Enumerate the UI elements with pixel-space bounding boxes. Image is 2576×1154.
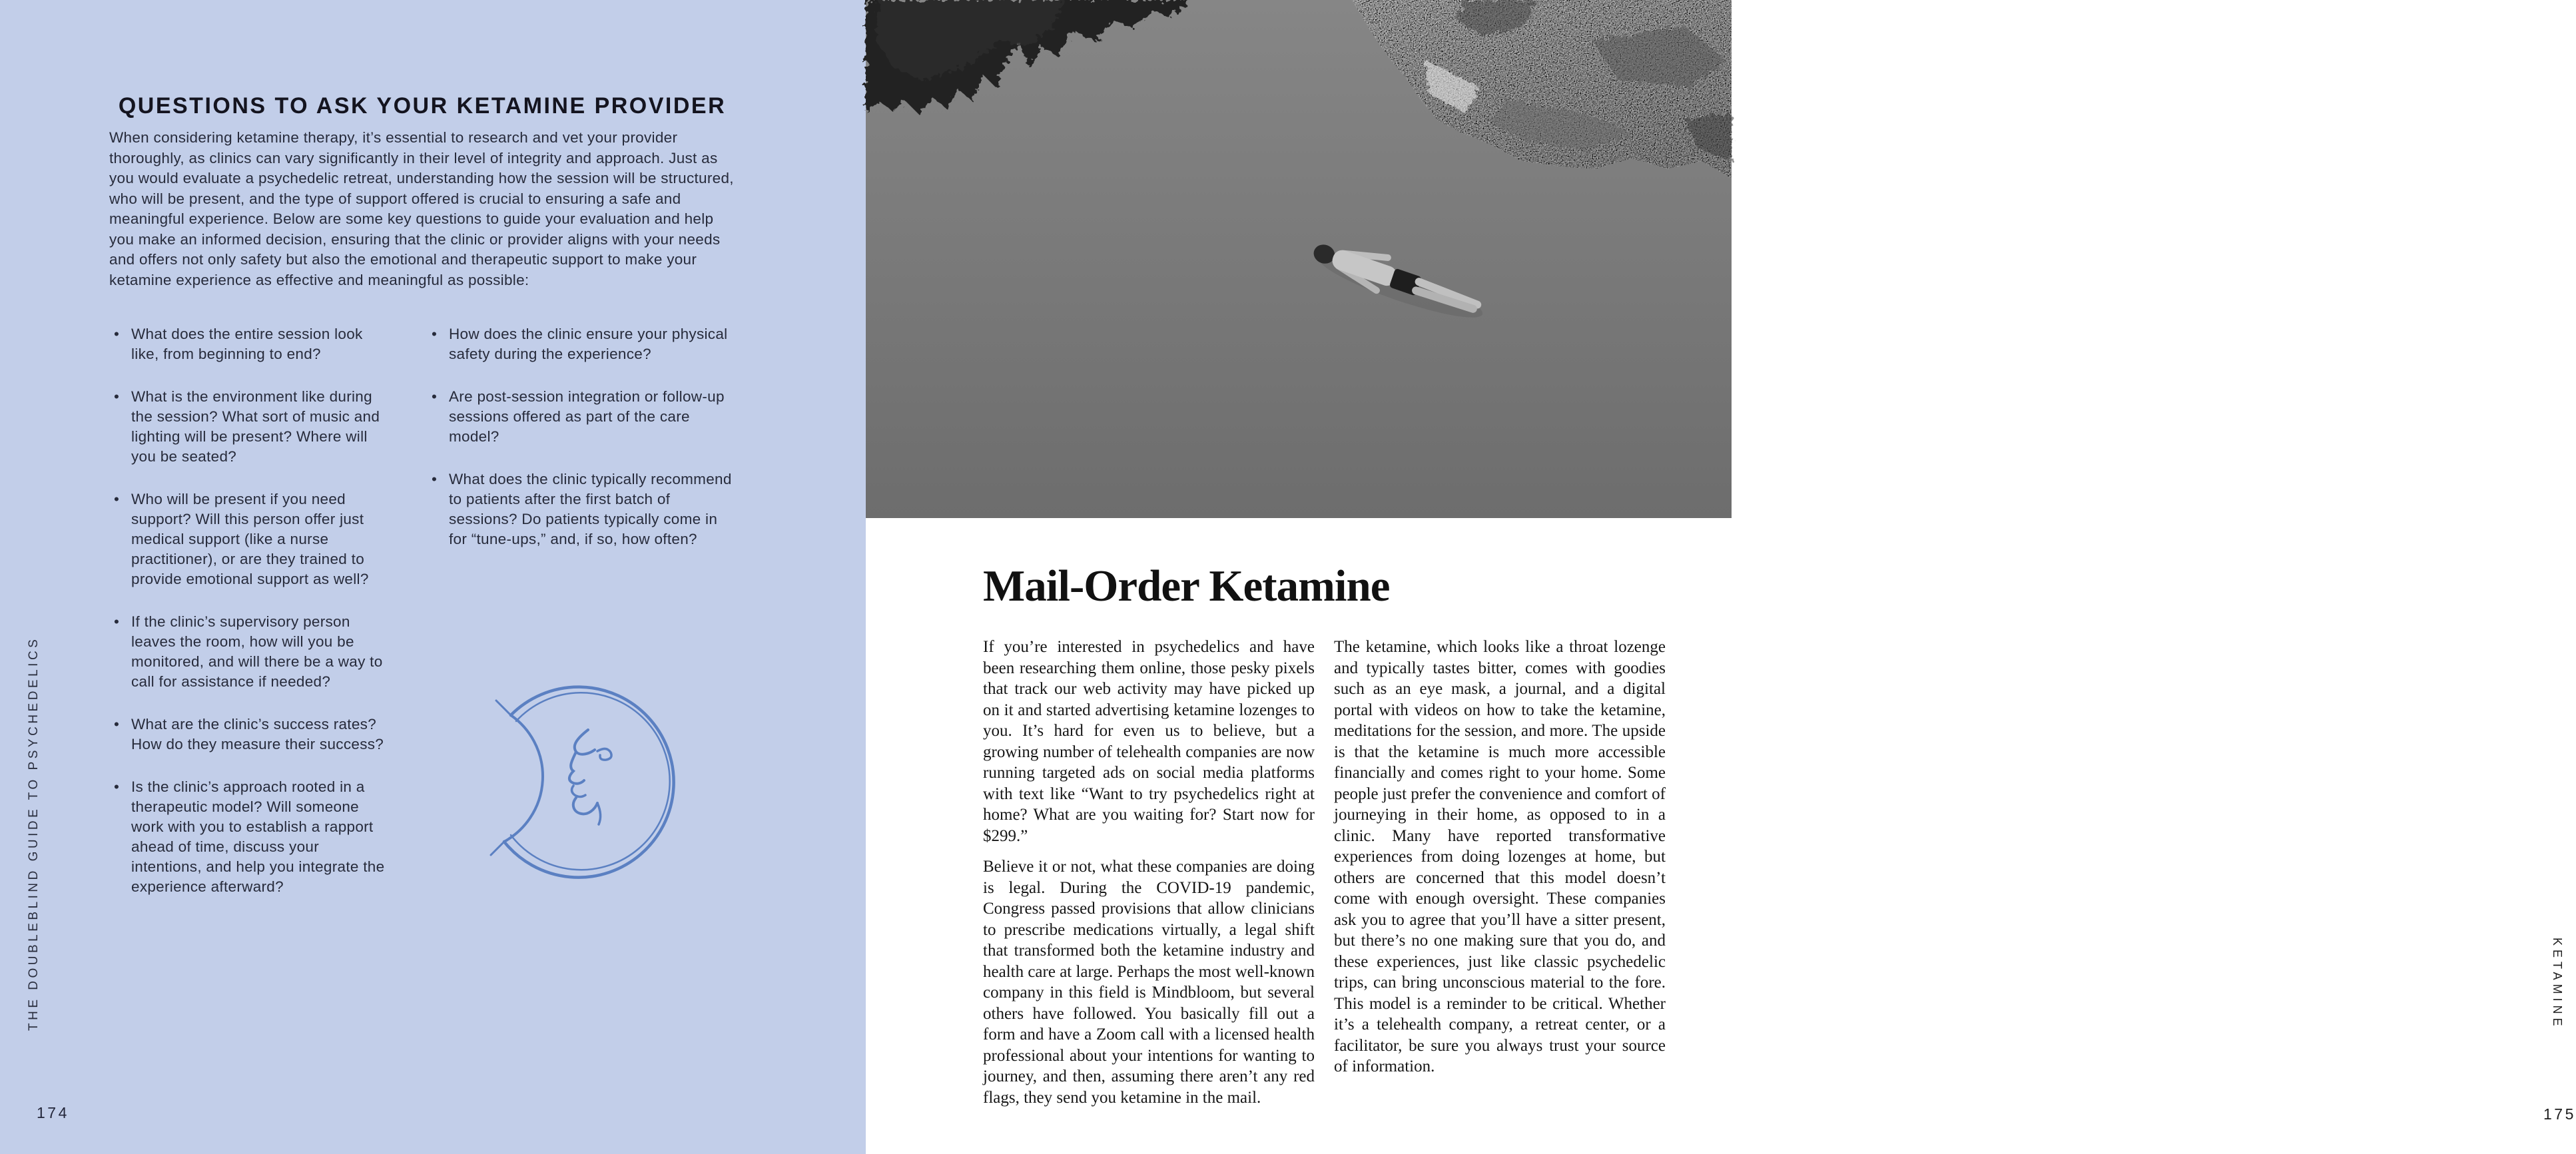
body-column-1 xyxy=(983,637,1315,1118)
questions-column-1 xyxy=(114,324,392,920)
question-text: Who will be present if you need support? Will this person offer just medical support (like a nurse practitioner), or are they trained to provide emotional support as well? xyxy=(131,491,369,587)
list-item xyxy=(114,715,392,754)
left-page xyxy=(0,0,866,1154)
left-page-intro-paragraph: When considering ketamine therapy, it’s essential to research and vet your provider thoroughly, as clinics can vary significantly in their level of integrity and approach. Just as you would evaluate a psychedelic retreat, understanding how the session will be structured, who will be present, and the type of support offered is crucial to ensuring a safe and meaningful experience. Below are some key questions to guide your evaluation and help you make an informed decision, ensuring that the clinic or provider aligns with your needs and offers not only safety but also the emotional and therapeutic support to make your ketamine experience as effective and meaningful as possible: xyxy=(109,129,734,288)
list-item xyxy=(114,777,392,897)
bullet-icon: • xyxy=(114,326,120,342)
right-page-number: 175 xyxy=(2543,1105,2576,1123)
bullet-icon: • xyxy=(114,491,120,507)
list-item xyxy=(432,469,737,549)
question-text: How does the clinic ensure your physical safety during the experience? xyxy=(449,326,728,362)
paragraph: Believe it or not, what these companies are doing is legal. During the COVID-19 pandemic, Congress passed provisions that allow clinicians to prescribe medications virtually, a legal shift that transformed both the ketamine industry and health care at large. Perhaps the most well-known company in this field is Mindbloom, but several others have followed. You basically fill out a form and have a Zoom call with a licensed health professional about your intentions for wanting to journey, and then, assuming there aren’t any red flags, they send you ketamine in the mail. xyxy=(983,858,1315,1107)
floating-person-photo xyxy=(866,0,1732,518)
question-text: What does the clinic typically recommend to patients after the first batch of sessions? Do patients typically come in for “tune-ups,” and, if so, how often? xyxy=(449,471,732,547)
bullet-icon: • xyxy=(432,471,438,487)
crescent-moon-icon xyxy=(476,666,676,892)
body-column-2 xyxy=(1334,637,1666,1087)
right-page xyxy=(866,0,2576,1154)
spine-title: THE DOUBLEBLIND GUIDE TO PSYCHEDELICS xyxy=(27,636,41,1031)
article-title: Mail-Order Ketamine xyxy=(983,561,1390,611)
question-text: What does the entire session look like, from beginning to end? xyxy=(131,326,363,362)
list-item xyxy=(114,489,392,589)
list-item xyxy=(114,387,392,467)
paragraph: If you’re interested in psychedelics and have been researching them online, those pesky pixels that track our web activity may have picked up on it and started advertising ketamine lozenges to you. It’s hard for even us to believe, but a growing number of telehealth companies are now running targeted ads on social media platforms with text like “Want to try psychedelics right at home? What are you waiting for? Start now for $299.” xyxy=(983,638,1315,845)
questions-column-2 xyxy=(432,324,737,572)
list-item xyxy=(114,324,392,364)
question-text: If the clinic’s supervisory person leaves the room, how will you be monitored, and will there be a way to call for assistance if needed? xyxy=(131,613,383,690)
question-text: What are the clinic’s success rates? How do they measure their success? xyxy=(131,716,384,752)
bullet-icon: • xyxy=(114,613,120,630)
list-item xyxy=(114,612,392,692)
bullet-icon: • xyxy=(432,326,438,342)
bullet-icon: • xyxy=(114,388,120,405)
bullet-icon: • xyxy=(114,778,120,795)
question-text: Are post-session integration or follow-up sessions offered as part of the care model? xyxy=(449,388,725,445)
list-item xyxy=(432,324,737,364)
left-page-number: 174 xyxy=(37,1104,69,1121)
left-page-heading: QUESTIONS TO ASK YOUR KETAMINE PROVIDER xyxy=(118,93,727,119)
bullet-icon: • xyxy=(432,388,438,405)
chapter-label: KETAMINE xyxy=(2551,938,2564,1030)
bullet-icon: • xyxy=(114,716,120,732)
paragraph: The ketamine, which looks like a throat lozenge and typically tastes bitter, comes with goodies such as an eye mask, a journal, and a digital portal with videos on how to take the ketamine, meditations for the session, and more. The upside is that the ketamine is much more accessible financially and comes right to your home. Some people just prefer the convenience and comfort of journeying in their home, as opposed to in a clinic. Many have reported transformative experiences from doing lozenges at home, but others are concerned that this model doesn’t come with enough oversight. These companies ask you to agree that you’ll have a sitter present, but there’s no one making sure that you do, and these experiences, just like classic psychedelic trips, can bring unconscious material to the fore. This model is a reminder to be critical. Whether it’s a telehealth company, a retreat center, or a facilitator, be sure you always trust your source of information. xyxy=(1334,638,1666,1075)
crescent-moon-face-illustration xyxy=(476,666,676,892)
list-item xyxy=(432,387,737,447)
question-text: What is the environment like during the session? What sort of music and lighting will be present? Where will you be seated? xyxy=(131,388,380,465)
question-text: Is the clinic’s approach rooted in a therapeutic model? Will someone work with you to establish a rapport ahead of time, discuss your intentions, and help you integrate the experience afterward? xyxy=(131,778,385,895)
